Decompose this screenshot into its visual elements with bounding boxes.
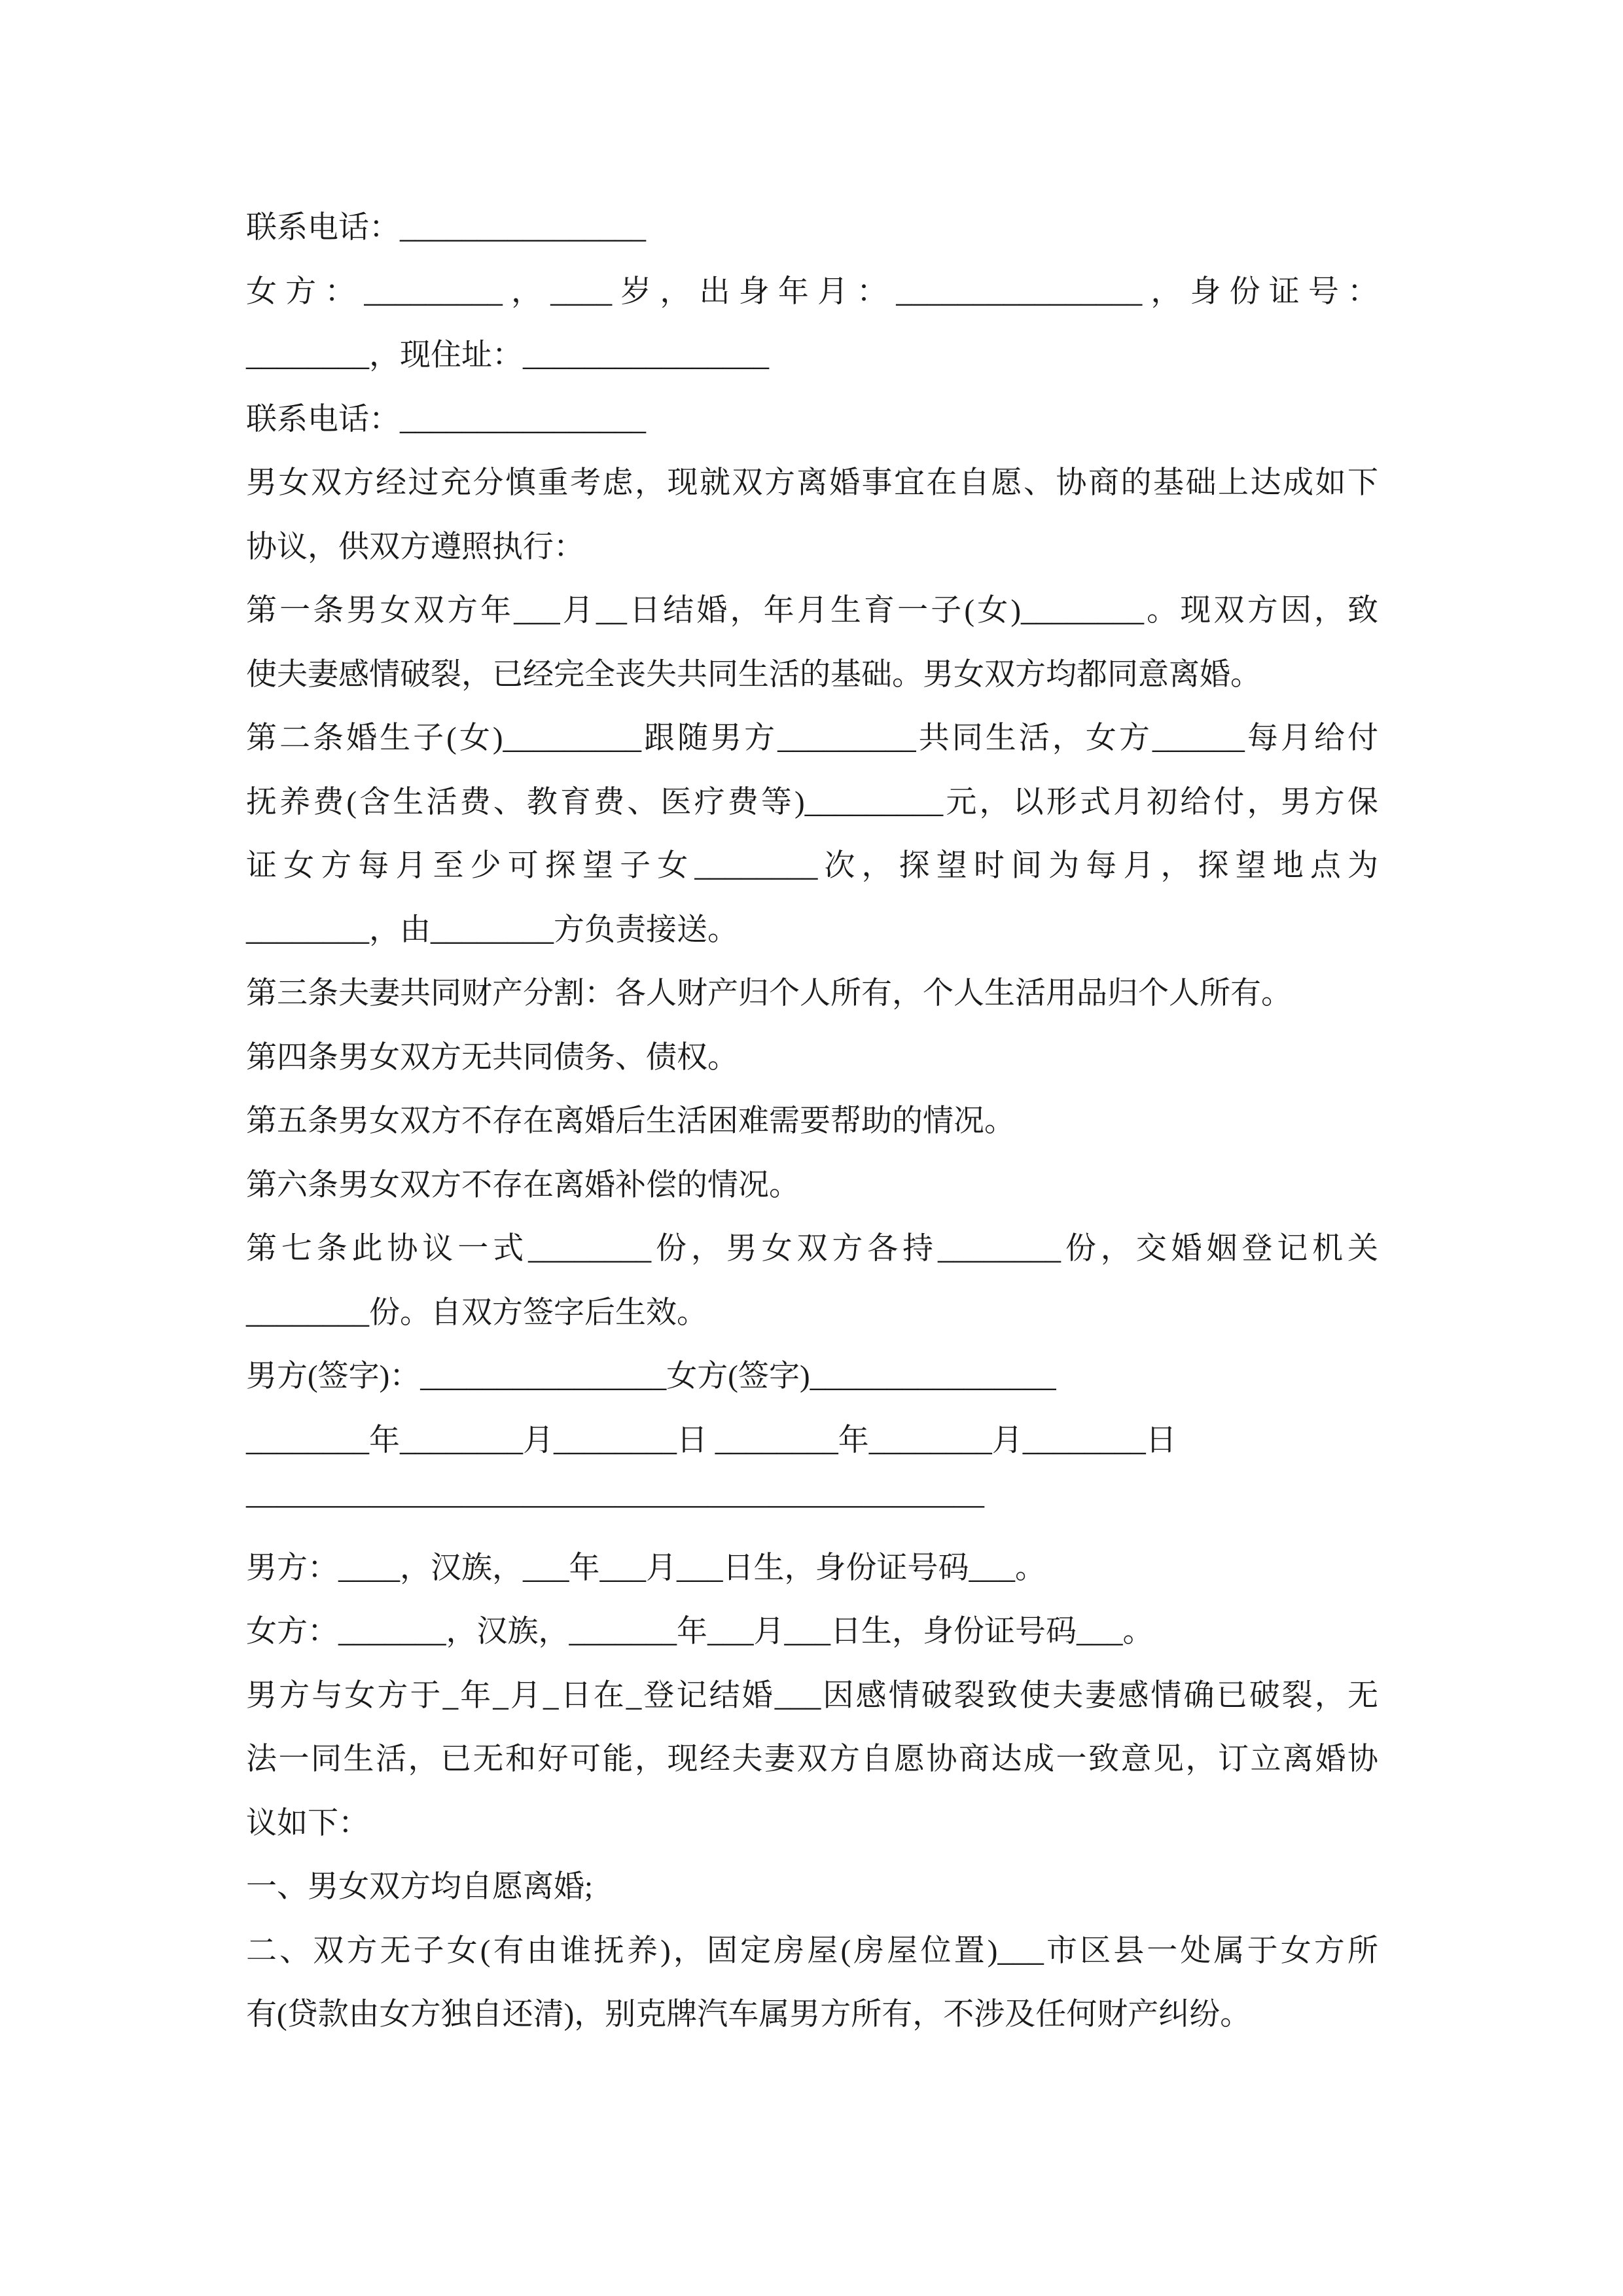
female-address-line: ________，现住址：________________ (246, 338, 769, 372)
signature-date-line: ________年________月________日 ________年________月________日 (246, 1423, 1177, 1458)
preamble-line: 男女双方经过充分慎重考虑，现就双方离婚事宜在自愿、协商的基础上达成如下 (246, 466, 1378, 500)
article-1-line: 使夫妻感情破裂，已经完全丧失共同生活的基础。男女双方均都同意离婚。 (246, 657, 1261, 692)
signature-line: 男方(签字)：________________女方(签字)________________ (246, 1359, 1056, 1393)
article-4-line: 第四条男女双方无共同债务、债权。 (246, 1040, 738, 1075)
marriage-statement-line: 法一同生活，已无和好可能，现经夫妻双方自愿协商达成一致意见，订立离婚协 (246, 1742, 1378, 1776)
clause-2-line: 有(贷款由女方独自还清)，别克牌汽车属男方所有，不涉及任何财产纠纷。 (246, 1998, 1251, 2032)
article-7-line: ________份。自双方签字后生效。 (246, 1295, 707, 1330)
article-3-line: 第三条夫妻共同财产分割：各人财产归个人所有，个人生活用品归个人所有。 (246, 977, 1292, 1011)
contact-phone-line: 联系电话：________________ (246, 402, 646, 437)
article-2-line: ________，由________方负责接送。 (246, 912, 738, 947)
female-info-line: 女方：_______，汉族，_______年___月___日生，身份证号码___。 (246, 1615, 1154, 1649)
clause-2-line: 二、双方无子女(有由谁抚养)，固定房屋(房屋位置)___市区县一处属于女方所 (246, 1933, 1378, 1968)
article-6-line: 第六条男女双方不存在离婚补偿的情况。 (246, 1168, 800, 1202)
document-page (246, 196, 1378, 2047)
article-2-line: 抚养费(含生活费、教育费、医疗费等)_________元，以形式月初给付，男方保 (246, 785, 1378, 819)
female-info-line: 女方：_________，____岁，出身年月：________________，身份证号： (246, 274, 1378, 309)
preamble-line: 协议，供双方遵照执行： (246, 529, 584, 564)
article-7-line: 第七条此协议一式________份，男女双方各持________份，交婚姻登记机关 (246, 1232, 1378, 1266)
clause-1-line: 一、男女双方均自愿离婚; (246, 1870, 594, 1904)
marriage-statement-line: 议如下： (246, 1806, 369, 1840)
article-2-line: 证女方每月至少可探望子女________次，探望时间为每月，探望地点为 (246, 849, 1378, 883)
divider-dashes: ———————————————————————— (246, 1487, 984, 1521)
male-info-line: 男方：____，汉族，___年___月___日生，身份证号码___。 (246, 1551, 1046, 1585)
contact-phone-line: 联系电话：________________ (246, 211, 646, 245)
article-5-line: 第五条男女双方不存在离婚后生活困难需要帮助的情况。 (246, 1104, 1015, 1138)
article-1-line: 第一条男女双方年___月__日结婚，年月生育一子(女)________。现双方因，致 (246, 594, 1378, 628)
article-2-line: 第二条婚生子(女)_________跟随男方_________共同生活，女方______每月给付 (246, 721, 1378, 755)
marriage-statement-line: 男方与女方于_年_月_日在_登记结婚___因感情破裂致使夫妻感情确已破裂，无 (246, 1678, 1378, 1713)
